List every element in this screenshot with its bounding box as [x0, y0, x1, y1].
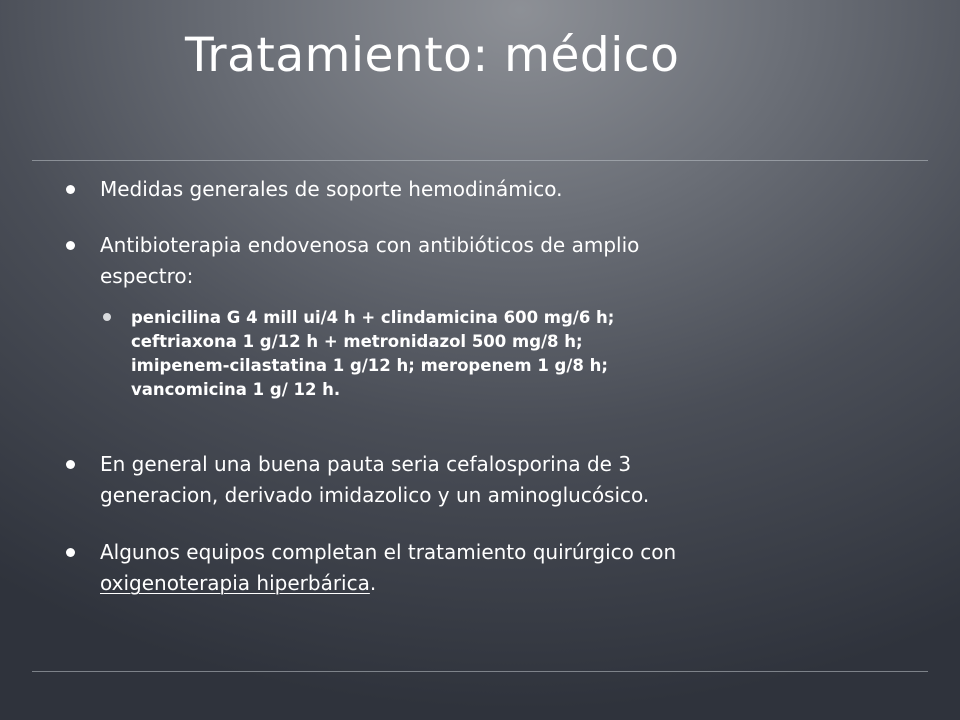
bullet-3-line-1: En general una buena pauta seria cefalosporina de 3: [100, 452, 632, 476]
regimen-line-4: vancomicina 1 g/ 12 h.: [131, 380, 341, 399]
bullet-4-line-2: [100, 568, 800, 599]
slide-title: Tratamiento: médico: [185, 28, 680, 83]
bullet-marker: [66, 460, 75, 469]
bullet-item-1: [100, 174, 800, 205]
bullet-4-suffix: .: [369, 571, 377, 595]
regimen-line-3: imipenem-cilastatina 1 g/12 h; meropenem 1 g/8 h;: [131, 356, 608, 375]
bullet-marker: [66, 548, 75, 557]
antibiotic-regimen-list: [131, 306, 771, 402]
sub-bullet-marker: [103, 313, 111, 321]
bullet-item-2: [100, 230, 800, 292]
regimen-line-2: ceftriaxona 1 g/12 h + metronidazol 500 mg/8 h;: [131, 332, 583, 351]
regimen-line-1: penicilina G 4 mill ui/4 h + clindamicina 600 mg/6 h;: [131, 308, 615, 327]
bottom-divider: [32, 671, 928, 672]
bullet-marker: [66, 241, 75, 250]
bullet-2-line-1: Antibioterapia endovenosa con antibióticos de amplio: [100, 233, 640, 257]
bullet-1-line-1: Medidas generales de soporte hemodinámico.: [100, 177, 563, 201]
bullet-item-4: [100, 537, 800, 599]
hyperbaric-oxygen-link[interactable]: oxigenoterapia hiperbárica: [100, 571, 370, 595]
bullet-marker: [66, 185, 75, 194]
bullet-item-3: [100, 449, 800, 511]
bullet-2-line-2: espectro:: [100, 264, 194, 288]
bullet-3-line-2: generacion, derivado imidazolico y un aminoglucósico.: [100, 483, 650, 507]
top-divider: [32, 160, 928, 161]
bullet-4-line-1: Algunos equipos completan el tratamiento quirúrgico con: [100, 540, 677, 564]
